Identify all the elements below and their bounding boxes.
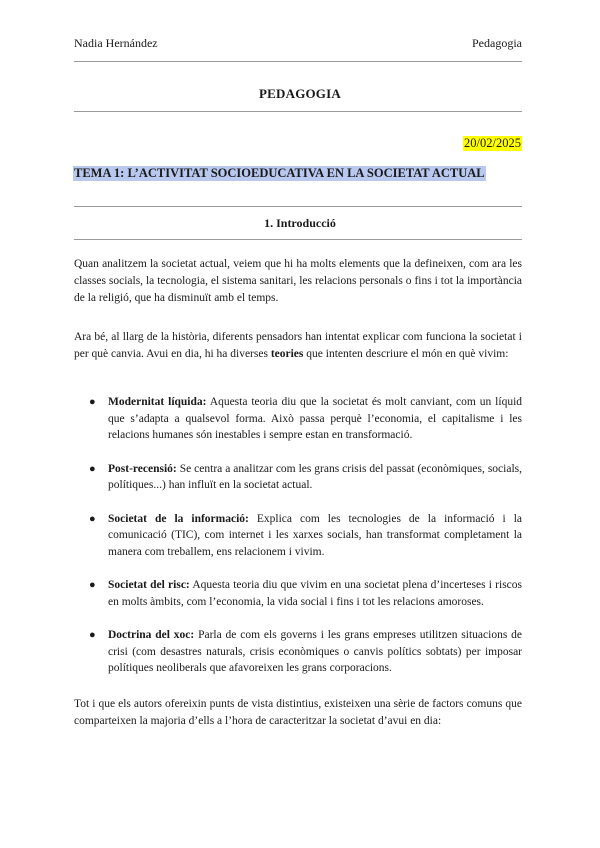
topic-heading: TEMA 1: L’ACTIVITAT SOCIOEDUCATIVA EN LA SOCIETAT ACTUAL bbox=[74, 166, 485, 180]
theory-term: Doctrina del xoc: bbox=[108, 629, 195, 641]
list-item bbox=[74, 394, 522, 444]
title-divider bbox=[74, 111, 522, 112]
theory-term: Societat del risc: bbox=[108, 579, 190, 591]
document-date: 20/02/2025 bbox=[464, 136, 521, 150]
theories-intro-paragraph bbox=[74, 329, 522, 363]
theories-keyword: teories bbox=[270, 347, 304, 360]
bullet-icon: ● bbox=[89, 396, 96, 408]
theories-intro-text: Ara bé, al llarg de la història, diferents pensadors han intentat explicar com funciona la societat i per què canvia. Avui en dia, hi ha diverses bbox=[74, 330, 522, 360]
theory-description: Aquesta teoria diu que la societat és molt canviant, com un líquid que s’adapta a qualsevol forma. Això passa perquè l’economia, el capitalisme i les relacions humanes són inestables i sempre estan en transformació. bbox=[108, 396, 523, 441]
theories-list bbox=[74, 394, 522, 694]
theory-description: Aquesta teoria diu que vivim en una societat plena d’incerteses i riscos en molts àmbits, com l’economia, la vida social i fins i tot les relacions amoroses. bbox=[108, 579, 522, 608]
list-item bbox=[74, 577, 522, 610]
bullet-icon: ● bbox=[89, 629, 96, 641]
intro-paragraph: Quan analitzem la societat actual, veiem que hi ha molts elements que la defineixen, com ara les classes socials, la tecnologia, el sistema sanitari, les relacions personals o fins i tot la importància de la religió, que ha disminuït amb el temps. bbox=[74, 257, 522, 304]
theory-description: Parla de com els governs i les grans empreses utilitzen situacions de crisi (com desastres naturals, crisis econòmiques o canvis polítics sobtats) per imposar polítiques neoliberals que afavoreixen les grans corporacions. bbox=[108, 629, 522, 674]
section-divider-top bbox=[74, 206, 522, 207]
list-item bbox=[74, 511, 522, 561]
header-subject: Pedagogia bbox=[472, 36, 522, 50]
theory-term: Modernitat líquida: bbox=[108, 396, 207, 408]
closing-paragraph: Tot i que els autors ofereixin punts de vista distintius, existeixen una sèrie de factors comuns que comparteixen la majoria d’ells a l’hora de caracteritzar la societat d’avui en dia: bbox=[74, 697, 522, 727]
header-author: Nadia Hernández bbox=[74, 36, 158, 50]
section-divider-bottom bbox=[74, 239, 522, 240]
theory-term: Societat de la informació: bbox=[108, 512, 249, 525]
header-divider bbox=[74, 61, 522, 62]
theory-description: Se centra a analitzar com les grans crisis del passat (econòmiques, socials, polítiques...) han influït en la societat actual. bbox=[108, 462, 522, 491]
section-heading: 1. Introducció bbox=[264, 216, 336, 230]
list-item bbox=[74, 627, 522, 677]
bullet-icon: ● bbox=[89, 462, 96, 475]
theory-description: Explica com les tecnologies de la informació i la comunicació (TIC), com internet i les xarxes socials, han transformat completament la manera com treballem, ens relacionem i vivim. bbox=[108, 512, 522, 558]
list-item bbox=[74, 461, 522, 494]
theory-term: Post-recensió: bbox=[108, 462, 177, 475]
bullet-icon: ● bbox=[89, 512, 96, 525]
document-title: PEDAGOGIA bbox=[259, 86, 341, 101]
page-header bbox=[74, 36, 522, 52]
bullet-icon: ● bbox=[89, 579, 96, 591]
theories-intro-text-end: que intenten descriure el món en què vivim: bbox=[303, 347, 509, 360]
